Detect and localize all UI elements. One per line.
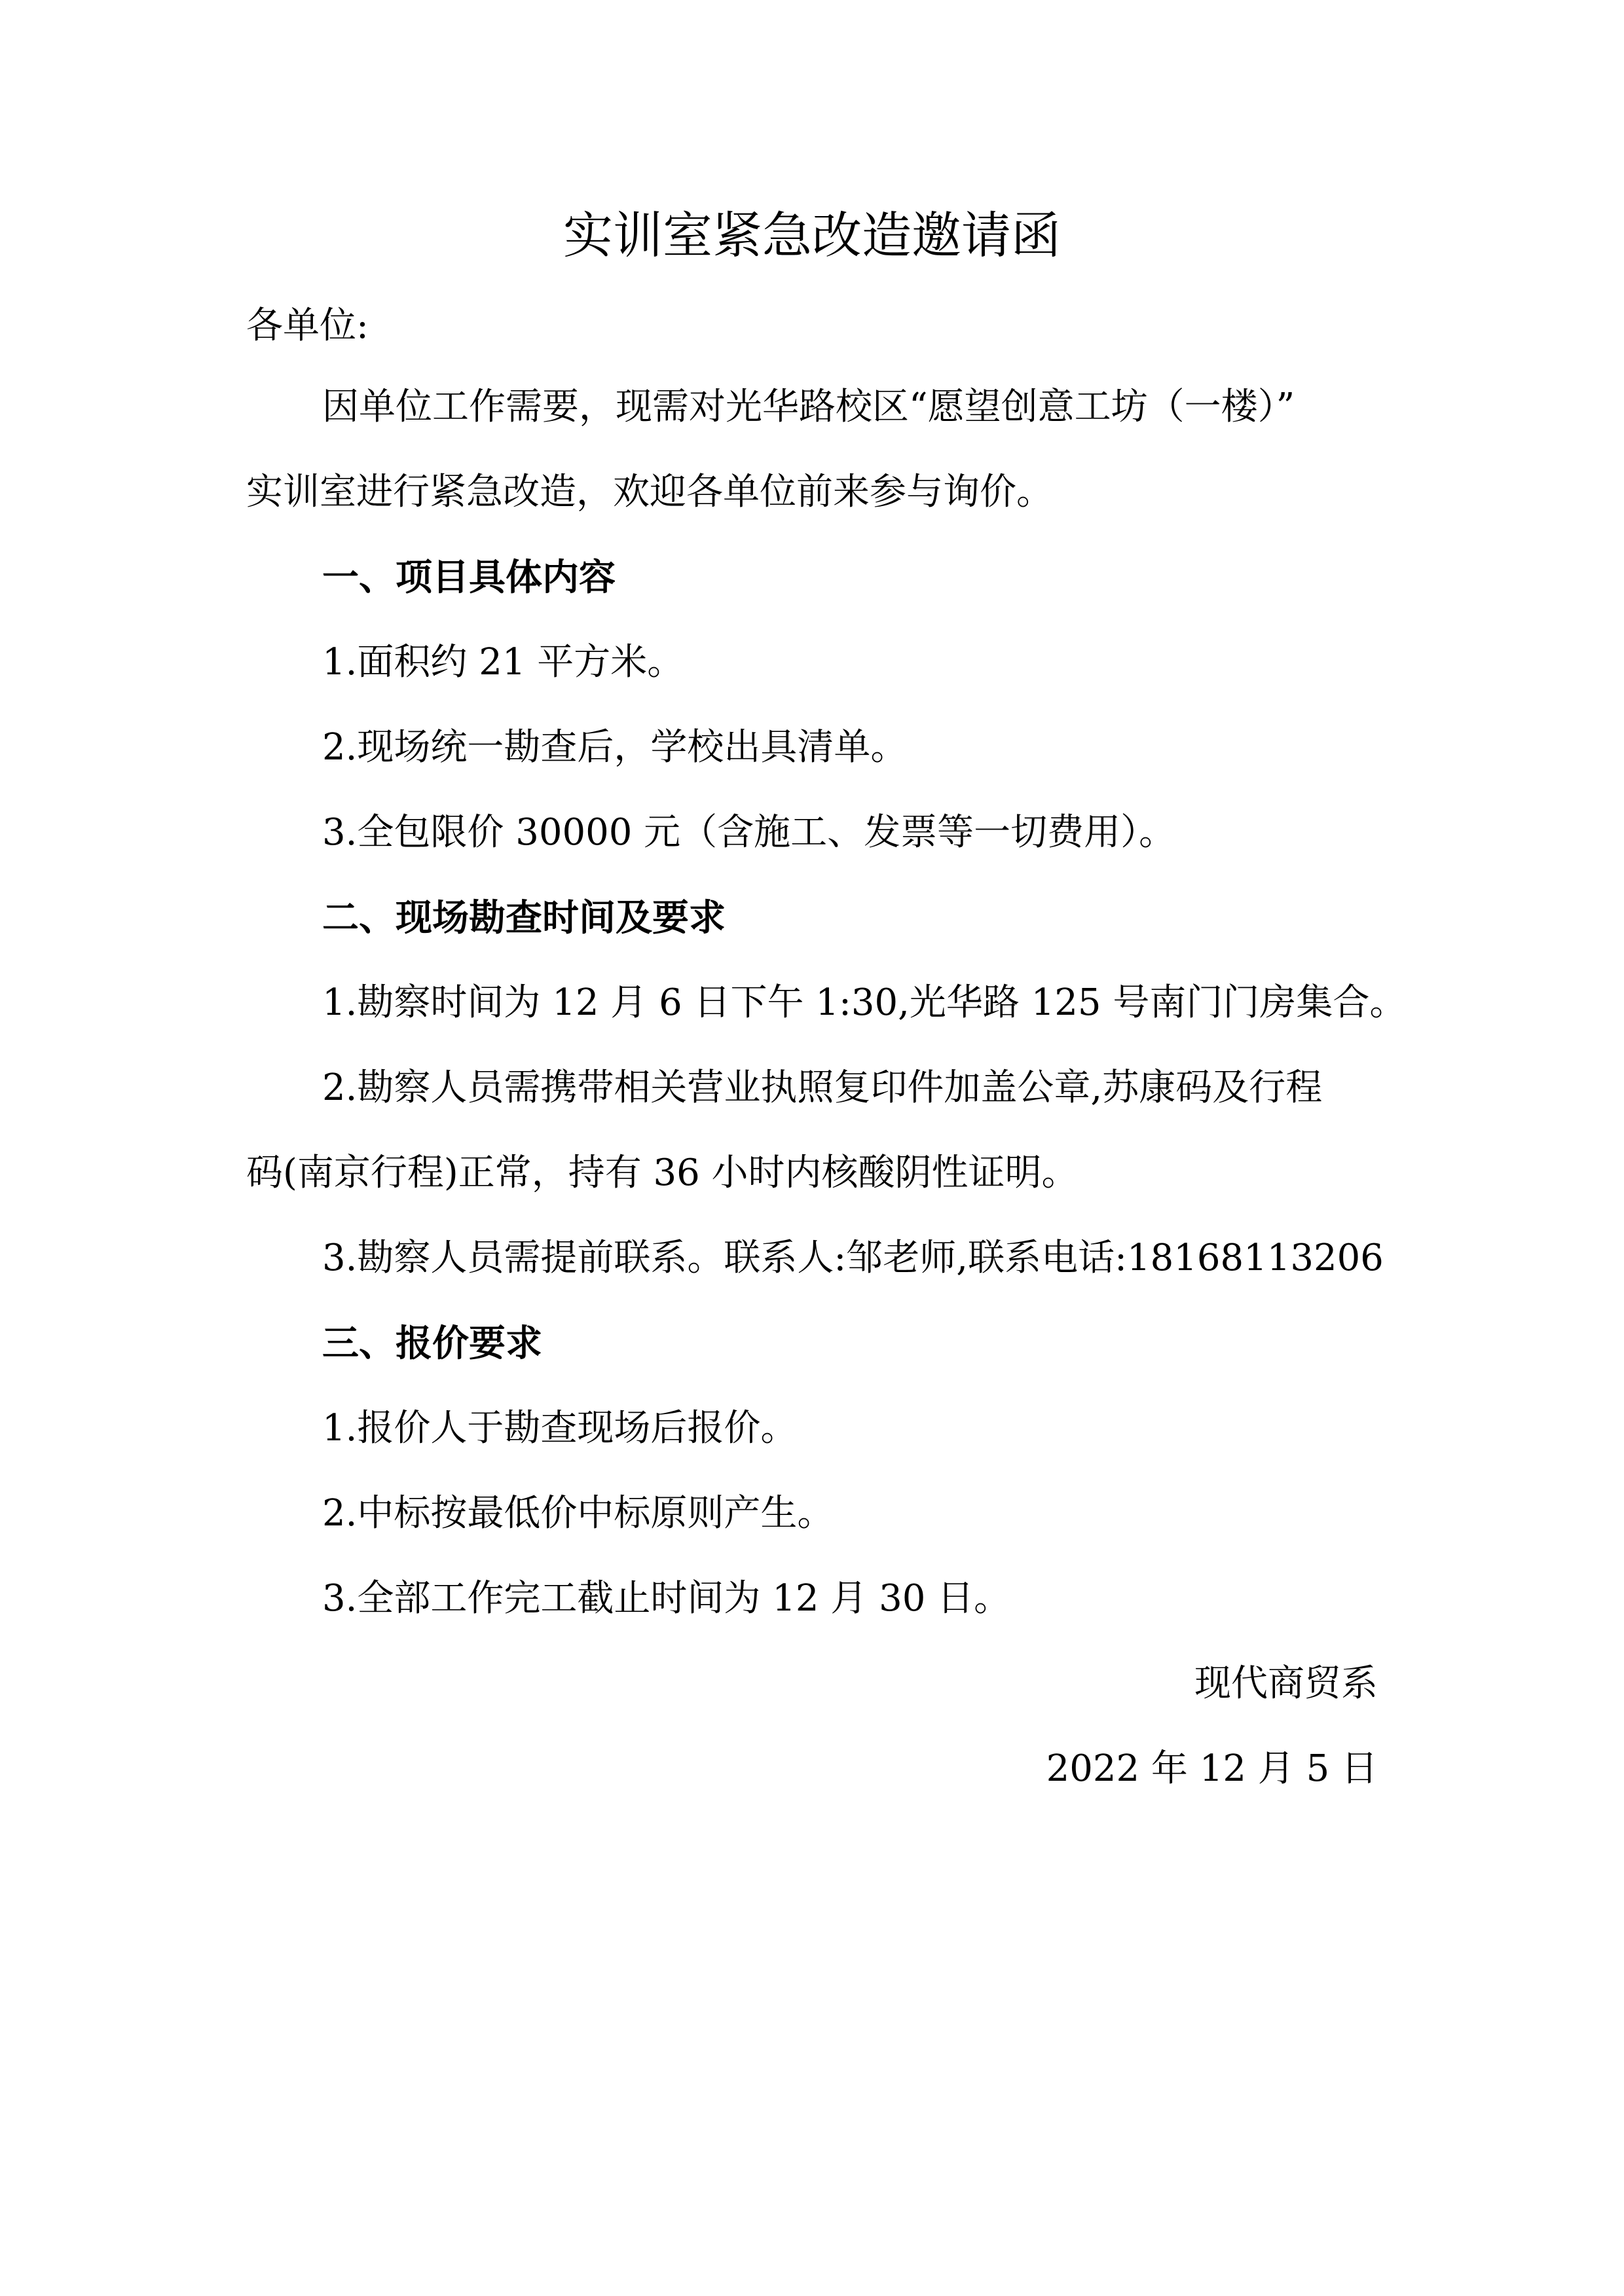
salutation: 各单位:	[246, 304, 369, 347]
section-2-item-2-line-1: 2.勘察人员需携带相关营业执照复印件加盖公章,苏康码及行程	[322, 1066, 1323, 1109]
signature-department: 现代商贸系	[1194, 1662, 1378, 1705]
section-2-item-3: 3.勘察人员需提前联系。联系人:邹老师,联系电话:18168113206	[322, 1237, 1384, 1279]
section-1-item-1: 1.面积约 21 平方米。	[322, 641, 684, 683]
intro-paragraph-line-1: 因单位工作需要，现需对光华路校区“愿望创意工坊（一楼）”	[322, 386, 1295, 428]
section-3-item-3: 3.全部工作完工截止时间为 12 月 30 日。	[322, 1577, 1011, 1620]
page-title: 实训室紧急改造邀请函	[563, 206, 1061, 264]
intro-paragraph-line-2: 实训室进行紧急改造，欢迎各单位前来参与询价。	[246, 471, 1053, 513]
section-3-item-1: 1.报价人于勘查现场后报价。	[322, 1407, 798, 1449]
section-3-item-2: 2.中标按最低价中标原则产生。	[322, 1492, 834, 1535]
section-1-item-2: 2.现场统一勘查后，学校出具清单。	[322, 726, 908, 769]
section-2-item-1: 1.勘察时间为 12 月 6 日下午 1:30,光华路 125 号南门门房集合。	[322, 981, 1407, 1024]
section-2-item-2-line-2: 码(南京行程)正常，持有 36 小时内核酸阴性证明。	[246, 1152, 1079, 1194]
section-3-heading: 三、报价要求	[322, 1322, 542, 1365]
section-1-item-3: 3.全包限价 30000 元（含施工、发票等一切费用）。	[322, 811, 1176, 854]
section-2-heading: 二、现场勘查时间及要求	[322, 896, 726, 939]
section-1-heading: 一、项目具体内容	[322, 556, 616, 599]
signature-date: 2022 年 12 月 5 日	[1046, 1747, 1378, 1790]
